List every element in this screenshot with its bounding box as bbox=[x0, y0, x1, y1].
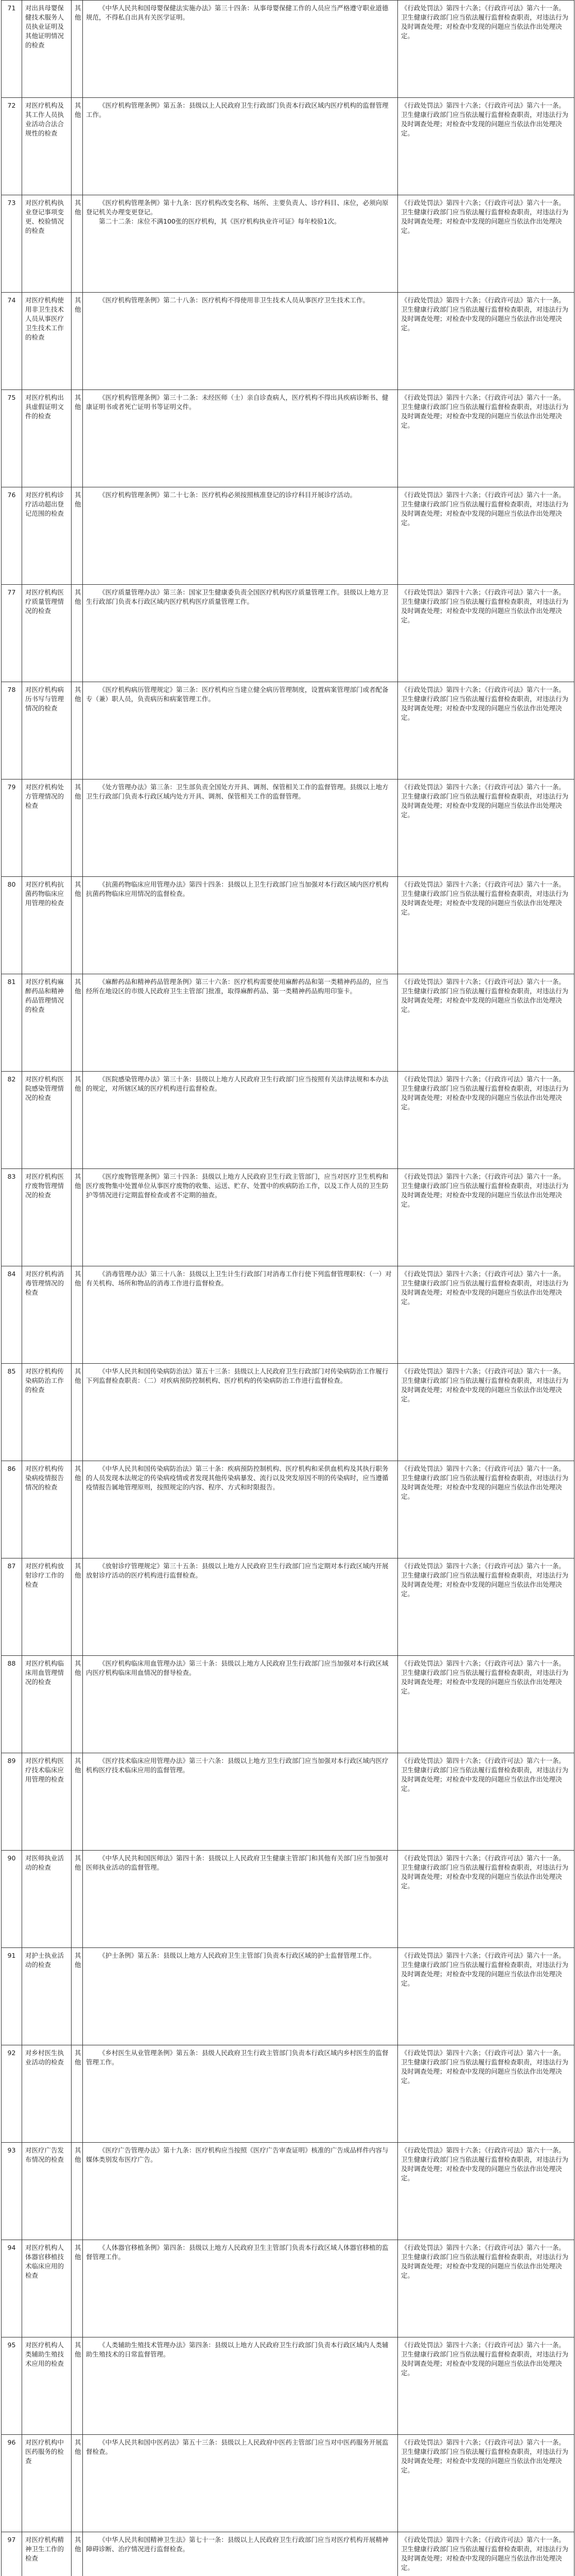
table-row bbox=[2, 293, 574, 390]
table-row bbox=[2, 1461, 574, 1558]
responsibility-basis: 《行政处罚法》第四十六条；《行政许可法》第六十一条。卫生健康行政部门应当依法履行监督检查职责，对违法行为及时调查处理；对检查中发现的问题应当依法作出处理决定。 bbox=[398, 1461, 574, 1558]
table-row bbox=[2, 2337, 574, 2435]
legal-basis-paragraph: 《医疗机构病历管理规定》第三条：医疗机构应当建立健全病历管理制度，设置病案管理部门或者配备专（兼）职人员，负责病历和病案管理工作。 bbox=[86, 686, 389, 703]
inspection-matter: 对医疗机构放射诊疗工作的检查 bbox=[22, 1558, 72, 1656]
inspection-matter: 对医疗机构处方管理情况的检查 bbox=[22, 779, 72, 877]
power-category: 其他 bbox=[72, 2337, 83, 2435]
responsibility-basis: 《行政处罚法》第四十六条；《行政许可法》第六十一条。卫生健康行政部门应当依法履行监督检查职责，对违法行为及时调查处理；对检查中发现的问题应当依法作出处理决定。 bbox=[398, 1364, 574, 1461]
row-number: 94 bbox=[2, 2240, 22, 2337]
responsibility-basis: 《行政处罚法》第四十六条；《行政许可法》第六十一条。卫生健康行政部门应当依法履行监督检查职责，对违法行为及时调查处理；对检查中发现的问题应当依法作出处理决定。 bbox=[398, 2240, 574, 2337]
inspection-matter: 对医疗机构医疗废物管理情况的检查 bbox=[22, 1169, 72, 1266]
power-category: 其他 bbox=[72, 585, 83, 682]
table-row bbox=[2, 682, 574, 779]
legal-basis-paragraph: 《医疗废物管理条例》第三十四条：县级以上地方人民政府卫生行政主管部门，应当对医疗卫生机构和医疗废物集中处置单位从事医疗废物的收集、运送、贮存、处置中的疾病防治工作，以及工作人员的卫生防护等情况进行定期监督检查或者不定期的抽查。 bbox=[86, 1173, 389, 1199]
inspection-table bbox=[1, 0, 574, 2576]
legal-basis bbox=[83, 1072, 398, 1169]
row-number: 90 bbox=[2, 1851, 22, 1948]
responsibility-basis: 《行政处罚法》第四十六条；《行政许可法》第六十一条。卫生健康行政部门应当依法履行监督检查职责，对违法行为及时调查处理；对检查中发现的问题应当依法作出处理决定。 bbox=[398, 390, 574, 487]
power-category: 其他 bbox=[72, 1, 83, 98]
power-category: 其他 bbox=[72, 779, 83, 877]
row-number: 71 bbox=[2, 1, 22, 98]
row-number: 74 bbox=[2, 293, 22, 390]
legal-basis bbox=[83, 2337, 398, 2435]
legal-basis bbox=[83, 1851, 398, 1948]
responsibility-basis: 《行政处罚法》第四十六条；《行政许可法》第六十一条。卫生健康行政部门应当依法履行监督检查职责，对违法行为及时调查处理；对检查中发现的问题应当依法作出处理决定。 bbox=[398, 1753, 574, 1851]
legal-basis-paragraph: 《医疗机构管理条例》第二十八条：医疗机构不得使用非卫生技术人员从事医疗卫生技术工作。 bbox=[99, 296, 370, 304]
power-category: 其他 bbox=[72, 2240, 83, 2337]
responsibility-basis: 《行政处罚法》第四十六条；《行政许可法》第六十一条。卫生健康行政部门应当依法履行监督检查职责，对违法行为及时调查处理；对检查中发现的问题应当依法作出处理决定。 bbox=[398, 1072, 574, 1169]
row-number: 72 bbox=[2, 98, 22, 195]
power-category: 其他 bbox=[72, 1072, 83, 1169]
table-row bbox=[2, 1948, 574, 2045]
power-category: 其他 bbox=[72, 1461, 83, 1558]
row-number: 96 bbox=[2, 2435, 22, 2532]
row-number: 84 bbox=[2, 1266, 22, 1364]
inspection-matter: 对医疗机构抗菌药物临床应用管理的检查 bbox=[22, 877, 72, 974]
responsibility-basis: 《行政处罚法》第四十六条；《行政许可法》第六十一条。卫生健康行政部门应当依法履行监督检查职责，对违法行为及时调查处理；对检查中发现的问题应当依法作出处理决定。 bbox=[398, 98, 574, 195]
table-row bbox=[2, 195, 574, 293]
legal-basis bbox=[83, 1169, 398, 1266]
inspection-matter: 对医疗机构病历书写与管理情况的检查 bbox=[22, 682, 72, 779]
power-category: 其他 bbox=[72, 1364, 83, 1461]
power-category: 其他 bbox=[72, 1266, 83, 1364]
row-number: 81 bbox=[2, 974, 22, 1072]
legal-basis bbox=[83, 1558, 398, 1656]
legal-basis-paragraph: 第二十二条：床位不满100张的医疗机构，其《医疗机构执业许可证》每年校验1次。 bbox=[99, 217, 341, 225]
legal-basis bbox=[83, 2532, 398, 2576]
inspection-matter: 对医疗机构医疗技术临床应用管理的检查 bbox=[22, 1753, 72, 1851]
row-number: 93 bbox=[2, 2143, 22, 2240]
inspection-matter: 对医疗机构传染病防治工作的检查 bbox=[22, 1364, 72, 1461]
power-category: 其他 bbox=[72, 682, 83, 779]
legal-basis-paragraph: 《人体器官移植条例》第四条：县级以上地方人民政府卫生主管部门负责本行政区域人体器官移植的监督管理工作。 bbox=[86, 2244, 389, 2261]
row-number: 76 bbox=[2, 487, 22, 585]
inspection-matter: 对医疗机构人类辅助生殖技术应用的检查 bbox=[22, 2337, 72, 2435]
row-number: 77 bbox=[2, 585, 22, 682]
inspection-matter: 对医疗机构医院感染管理情况的检查 bbox=[22, 1072, 72, 1169]
legal-basis-paragraph: 《消毒管理办法》第三十八条：县级以上卫生计生行政部门对消毒工作行使下列监督管理职权：（一）对有关机构、场所和物品的消毒工作进行监督检查。 bbox=[86, 1270, 392, 1287]
inspection-table-body bbox=[2, 1, 574, 2576]
table-row bbox=[2, 2143, 574, 2240]
responsibility-basis: 《行政处罚法》第四十六条；《行政许可法》第六十一条。卫生健康行政部门应当依法履行监督检查职责，对违法行为及时调查处理；对检查中发现的问题应当依法作出处理决定。 bbox=[398, 2337, 574, 2435]
table-row bbox=[2, 1753, 574, 1851]
inspection-matter: 对医疗机构出具虚假证明文件的检查 bbox=[22, 390, 72, 487]
inspection-matter: 对医疗机构精神卫生工作的检查 bbox=[22, 2532, 72, 2576]
responsibility-basis: 《行政处罚法》第四十六条；《行政许可法》第六十一条。卫生健康行政部门应当依法履行监督检查职责，对违法行为及时调查处理；对检查中发现的问题应当依法作出处理决定。 bbox=[398, 1948, 574, 2045]
table-row bbox=[2, 2045, 574, 2143]
legal-basis-paragraph: 《乡村医生从业管理条例》第五条：县级人民政府卫生行政主管部门负责本行政区域内乡村医生的监督管理工作。 bbox=[86, 2049, 389, 2066]
legal-basis-paragraph: 《医疗机构管理条例》第三十二条：未经医师（士）亲自诊查病人，医疗机构不得出具疾病诊断书、健康证明书或者死亡证明书等证明文件。 bbox=[86, 394, 389, 411]
legal-basis bbox=[83, 779, 398, 877]
row-number: 78 bbox=[2, 682, 22, 779]
legal-basis-paragraph: 《处方管理办法》第三条：卫生部负责全国处方开具、调剂、保管相关工作的监督管理。县级以上地方卫生行政部门负责本行政区域内处方开具、调剂、保管相关工作的监督管理。 bbox=[86, 783, 389, 800]
table-row bbox=[2, 2435, 574, 2532]
power-category: 其他 bbox=[72, 293, 83, 390]
row-number: 92 bbox=[2, 2045, 22, 2143]
legal-basis-paragraph: 《护士条例》第五条：县级以上地方人民政府卫生主管部门负责本行政区域的护士监督管理工作。 bbox=[99, 1952, 376, 1959]
responsibility-basis: 《行政处罚法》第四十六条；《行政许可法》第六十一条。卫生健康行政部门应当依法履行监督检查职责，对违法行为及时调查处理；对检查中发现的问题应当依法作出处理决定。 bbox=[398, 585, 574, 682]
inspection-matter: 对医疗机构及其工作人员执业活动合法合规性的检查 bbox=[22, 98, 72, 195]
legal-basis bbox=[83, 1461, 398, 1558]
inspection-matter: 对医疗广告发布情况的检查 bbox=[22, 2143, 72, 2240]
power-category: 其他 bbox=[72, 98, 83, 195]
inspection-matter: 对医疗机构执业登记事项变更、校验情况的检查 bbox=[22, 195, 72, 293]
power-category: 其他 bbox=[72, 2045, 83, 2143]
legal-basis-paragraph: 《中华人民共和国传染病防治法》第三十条：疾病预防控制机构、医疗机构和采供血机构及其执行职务的人员发现本法规定的传染病疫情或者发现其他传染病暴发、流行以及突发原因不明的传染病时，应当遵循疫情报告属地管理原则，按照规定的内容、程序、方式和时限报告。 bbox=[86, 1465, 389, 1491]
table-row bbox=[2, 2532, 574, 2576]
legal-basis-paragraph: 《医疗质量管理办法》第三条：国家卫生健康委负责全国医疗机构医疗质量管理工作。县级以上地方卫生行政部门负责本行政区域内医疗机构医疗质量管理工作。 bbox=[86, 588, 389, 605]
row-number: 75 bbox=[2, 390, 22, 487]
responsibility-basis: 《行政处罚法》第四十六条；《行政许可法》第六十一条。卫生健康行政部门应当依法履行监督检查职责，对违法行为及时调查处理；对检查中发现的问题应当依法作出处理决定。 bbox=[398, 487, 574, 585]
legal-basis bbox=[83, 1, 398, 98]
power-category: 其他 bbox=[72, 1851, 83, 1948]
legal-basis-paragraph: 《医疗机构管理条例》第五条：县级以上人民政府卫生行政部门负责本行政区域内医疗机构的监督管理工作。 bbox=[86, 101, 389, 118]
table-row bbox=[2, 487, 574, 585]
responsibility-basis: 《行政处罚法》第四十六条；《行政许可法》第六十一条。卫生健康行政部门应当依法履行监督检查职责，对违法行为及时调查处理；对检查中发现的问题应当依法作出处理决定。 bbox=[398, 1266, 574, 1364]
legal-basis-paragraph: 《中华人民共和国医师法》第四十条：县级以上人民政府卫生健康主管部门和其他有关部门应当加强对医师执业活动的监督管理。 bbox=[86, 1854, 389, 1871]
legal-basis-paragraph: 《麻醉药品和精神药品管理条例》第三十六条：医疗机构需要使用麻醉药品和第一类精神药品的，应当经所在地设区的市级人民政府卫生主管部门批准，取得麻醉药品、第一类精神药品购用印鉴卡。 bbox=[86, 978, 389, 995]
table-row bbox=[2, 585, 574, 682]
inspection-matter: 对医疗机构诊疗活动超出登记范围的检查 bbox=[22, 487, 72, 585]
legal-basis bbox=[83, 1266, 398, 1364]
power-category: 其他 bbox=[72, 390, 83, 487]
legal-basis bbox=[83, 487, 398, 585]
legal-basis-paragraph: 《中华人民共和国母婴保健法实施办法》第三十四条：从事母婴保健工作的人员应当严格遵守职业道德规范，不得私自出具有关医学证明。 bbox=[86, 4, 389, 21]
power-category: 其他 bbox=[72, 1656, 83, 1753]
table-row bbox=[2, 390, 574, 487]
responsibility-basis: 《行政处罚法》第四十六条；《行政许可法》第六十一条。卫生健康行政部门应当依法履行监督检查职责，对违法行为及时调查处理；对检查中发现的问题应当依法作出处理决定。 bbox=[398, 293, 574, 390]
responsibility-basis: 《行政处罚法》第四十六条；《行政许可法》第六十一条。卫生健康行政部门应当依法履行监督检查职责，对违法行为及时调查处理；对检查中发现的问题应当依法作出处理决定。 bbox=[398, 1558, 574, 1656]
responsibility-basis: 《行政处罚法》第四十六条；《行政许可法》第六十一条。卫生健康行政部门应当依法履行监督检查职责，对违法行为及时调查处理；对检查中发现的问题应当依法作出处理决定。 bbox=[398, 974, 574, 1072]
legal-basis-paragraph: 《人类辅助生殖技术管理办法》第四条：县级以上地方人民政府卫生行政部门负责本行政区域内人类辅助生殖技术的日常监督管理。 bbox=[86, 2341, 389, 2358]
legal-basis bbox=[83, 2143, 398, 2240]
row-number: 88 bbox=[2, 1656, 22, 1753]
row-number: 89 bbox=[2, 1753, 22, 1851]
responsibility-basis: 《行政处罚法》第四十六条；《行政许可法》第六十一条。卫生健康行政部门应当依法履行监督检查职责，对违法行为及时调查处理；对检查中发现的问题应当依法作出处理决定。 bbox=[398, 682, 574, 779]
row-number: 97 bbox=[2, 2532, 22, 2576]
row-number: 80 bbox=[2, 877, 22, 974]
table-row bbox=[2, 1072, 574, 1169]
inspection-matter: 对医疗机构消毒管理情况的检查 bbox=[22, 1266, 72, 1364]
legal-basis bbox=[83, 1753, 398, 1851]
legal-basis bbox=[83, 195, 398, 293]
row-number: 82 bbox=[2, 1072, 22, 1169]
row-number: 95 bbox=[2, 2337, 22, 2435]
legal-basis-paragraph: 《医疗技术临床应用管理办法》第三十六条：县级以上地方卫生行政部门应当加强对本行政区域内医疗机构医疗技术临床应用的监督管理。 bbox=[86, 1757, 389, 1774]
responsibility-basis: 《行政处罚法》第四十六条；《行政许可法》第六十一条。卫生健康行政部门应当依法履行监督检查职责，对违法行为及时调查处理；对检查中发现的问题应当依法作出处理决定。 bbox=[398, 1656, 574, 1753]
legal-basis-paragraph: 《中华人民共和国传染病防治法》第五十三条：县级以上人民政府卫生行政部门对传染病防治工作履行下列监督检查职责：（二）对疾病预防控制机构、医疗机构的传染病防治工作进行监督检查。 bbox=[86, 1367, 389, 1384]
legal-basis-paragraph: 《医疗广告管理办法》第十九条：医疗机构应当按照《医疗广告审查证明》核准的广告成品样件内容与媒体类别发布医疗广告。 bbox=[86, 2146, 389, 2163]
inspection-matter: 对医疗机构人体器官移植技术临床应用的检查 bbox=[22, 2240, 72, 2337]
table-row bbox=[2, 1851, 574, 1948]
legal-basis bbox=[83, 390, 398, 487]
row-number: 91 bbox=[2, 1948, 22, 2045]
power-category: 其他 bbox=[72, 974, 83, 1072]
power-category: 其他 bbox=[72, 1753, 83, 1851]
inspection-matter: 对医师执业活动的检查 bbox=[22, 1851, 72, 1948]
inspection-matter: 对医疗机构中医药服务的检查 bbox=[22, 2435, 72, 2532]
table-row bbox=[2, 98, 574, 195]
legal-basis-paragraph: 《医疗机构管理条例》第二十七条：医疗机构必须按照核准登记的诊疗科目开展诊疗活动。 bbox=[99, 491, 357, 499]
legal-basis bbox=[83, 293, 398, 390]
power-category: 其他 bbox=[72, 1948, 83, 2045]
responsibility-basis: 《行政处罚法》第四十六条；《行政许可法》第六十一条。卫生健康行政部门应当依法履行监督检查职责，对违法行为及时调查处理；对检查中发现的问题应当依法作出处理决定。 bbox=[398, 1169, 574, 1266]
power-category: 其他 bbox=[72, 487, 83, 585]
responsibility-basis: 《行政处罚法》第四十六条；《行政许可法》第六十一条。卫生健康行政部门应当依法履行监督检查职责，对违法行为及时调查处理；对检查中发现的问题应当依法作出处理决定。 bbox=[398, 1851, 574, 1948]
legal-basis bbox=[83, 1656, 398, 1753]
legal-basis bbox=[83, 1364, 398, 1461]
table-row bbox=[2, 1656, 574, 1753]
power-category: 其他 bbox=[72, 2532, 83, 2576]
table-row bbox=[2, 1169, 574, 1266]
inspection-matter: 对医疗机构传染病疫情报告情况的检查 bbox=[22, 1461, 72, 1558]
row-number: 85 bbox=[2, 1364, 22, 1461]
responsibility-basis: 《行政处罚法》第四十六条；《行政许可法》第六十一条。卫生健康行政部门应当依法履行监督检查职责，对违法行为及时调查处理；对检查中发现的问题应当依法作出处理决定。 bbox=[398, 2532, 574, 2576]
legal-basis bbox=[83, 2435, 398, 2532]
responsibility-basis: 《行政处罚法》第四十六条；《行政许可法》第六十一条。卫生健康行政部门应当依法履行监督检查职责，对违法行为及时调查处理；对检查中发现的问题应当依法作出处理决定。 bbox=[398, 877, 574, 974]
legal-basis bbox=[83, 2240, 398, 2337]
responsibility-basis: 《行政处罚法》第四十六条；《行政许可法》第六十一条。卫生健康行政部门应当依法履行监督检查职责，对违法行为及时调查处理；对检查中发现的问题应当依法作出处理决定。 bbox=[398, 779, 574, 877]
table-row bbox=[2, 2240, 574, 2337]
table-row bbox=[2, 1558, 574, 1656]
legal-basis bbox=[83, 98, 398, 195]
inspection-matter: 对出具母婴保健技术服务人员执业证明及其他证明情况的检查 bbox=[22, 1, 72, 98]
legal-basis bbox=[83, 877, 398, 974]
power-category: 其他 bbox=[72, 2435, 83, 2532]
table-row bbox=[2, 1266, 574, 1364]
responsibility-basis: 《行政处罚法》第四十六条；《行政许可法》第六十一条。卫生健康行政部门应当依法履行监督检查职责，对违法行为及时调查处理；对检查中发现的问题应当依法作出处理决定。 bbox=[398, 2435, 574, 2532]
table-row bbox=[2, 1, 574, 98]
legal-basis-paragraph: 《放射诊疗管理规定》第三十五条：县级以上地方人民政府卫生行政部门应当定期对本行政区域内开展放射诊疗活动的医疗机构进行监督检查。 bbox=[86, 1562, 389, 1579]
table-row bbox=[2, 974, 574, 1072]
responsibility-basis: 《行政处罚法》第四十六条；《行政许可法》第六十一条。卫生健康行政部门应当依法履行监督检查职责，对违法行为及时调查处理；对检查中发现的问题应当依法作出处理决定。 bbox=[398, 1, 574, 98]
legal-basis-paragraph: 《抗菌药物临床应用管理办法》第四十四条：县级以上卫生行政部门应当加强对本行政区域内医疗机构抗菌药物临床应用情况的监督检查。 bbox=[86, 880, 389, 897]
inspection-matter: 对护士执业活动的检查 bbox=[22, 1948, 72, 2045]
row-number: 86 bbox=[2, 1461, 22, 1558]
row-number: 79 bbox=[2, 779, 22, 877]
responsibility-basis: 《行政处罚法》第四十六条；《行政许可法》第六十一条。卫生健康行政部门应当依法履行监督检查职责，对违法行为及时调查处理；对检查中发现的问题应当依法作出处理决定。 bbox=[398, 195, 574, 293]
legal-basis-paragraph: 《医疗机构管理条例》第十九条：医疗机构改变名称、场所、主要负责人、诊疗科目、床位，必须向原登记机关办理变更登记。 bbox=[86, 199, 389, 216]
power-category: 其他 bbox=[72, 2143, 83, 2240]
legal-basis-paragraph: 《中华人民共和国中医药法》第五十三条：县级以上人民政府中医药主管部门应当对中医药服务开展监督检查。 bbox=[86, 2438, 389, 2455]
table-row bbox=[2, 1364, 574, 1461]
inspection-matter: 对医疗机构医疗质量管理情况的检查 bbox=[22, 585, 72, 682]
inspection-matter: 对乡村医生执业活动的检查 bbox=[22, 2045, 72, 2143]
row-number: 83 bbox=[2, 1169, 22, 1266]
responsibility-basis: 《行政处罚法》第四十六条；《行政许可法》第六十一条。卫生健康行政部门应当依法履行监督检查职责，对违法行为及时调查处理；对检查中发现的问题应当依法作出处理决定。 bbox=[398, 2045, 574, 2143]
power-category: 其他 bbox=[72, 195, 83, 293]
table-row bbox=[2, 779, 574, 877]
inspection-matter: 对医疗机构使用非卫生技术人员从事医疗卫生技术工作的检查 bbox=[22, 293, 72, 390]
power-category: 其他 bbox=[72, 1558, 83, 1656]
row-number: 73 bbox=[2, 195, 22, 293]
power-category: 其他 bbox=[72, 877, 83, 974]
legal-basis bbox=[83, 974, 398, 1072]
responsibility-basis: 《行政处罚法》第四十六条；《行政许可法》第六十一条。卫生健康行政部门应当依法履行监督检查职责，对违法行为及时调查处理；对检查中发现的问题应当依法作出处理决定。 bbox=[398, 2143, 574, 2240]
legal-basis bbox=[83, 682, 398, 779]
legal-basis-paragraph: 《医疗机构临床用血管理办法》第三十条：县级以上地方人民政府卫生行政部门应当加强对本行政区域内医疗机构临床用血情况的督导检查。 bbox=[86, 1659, 389, 1676]
table-row bbox=[2, 877, 574, 974]
legal-basis bbox=[83, 2045, 398, 2143]
legal-basis bbox=[83, 1948, 398, 2045]
legal-basis-paragraph: 《医院感染管理办法》第三十条：县级以上地方人民政府卫生行政部门应当按照有关法律法规和本办法的规定，对所辖区域的医疗机构进行监督检查。 bbox=[86, 1075, 389, 1092]
legal-basis bbox=[83, 585, 398, 682]
legal-basis-paragraph: 《中华人民共和国精神卫生法》第七十一条：县级以上人民政府卫生行政部门应当对医疗机构开展精神障碍诊断、治疗情况进行监督检查。 bbox=[86, 2536, 389, 2553]
power-category: 其他 bbox=[72, 1169, 83, 1266]
inspection-matter: 对医疗机构临床用血管理情况的检查 bbox=[22, 1656, 72, 1753]
row-number: 87 bbox=[2, 1558, 22, 1656]
inspection-matter: 对医疗机构麻醉药品和精神药品管理情况的检查 bbox=[22, 974, 72, 1072]
